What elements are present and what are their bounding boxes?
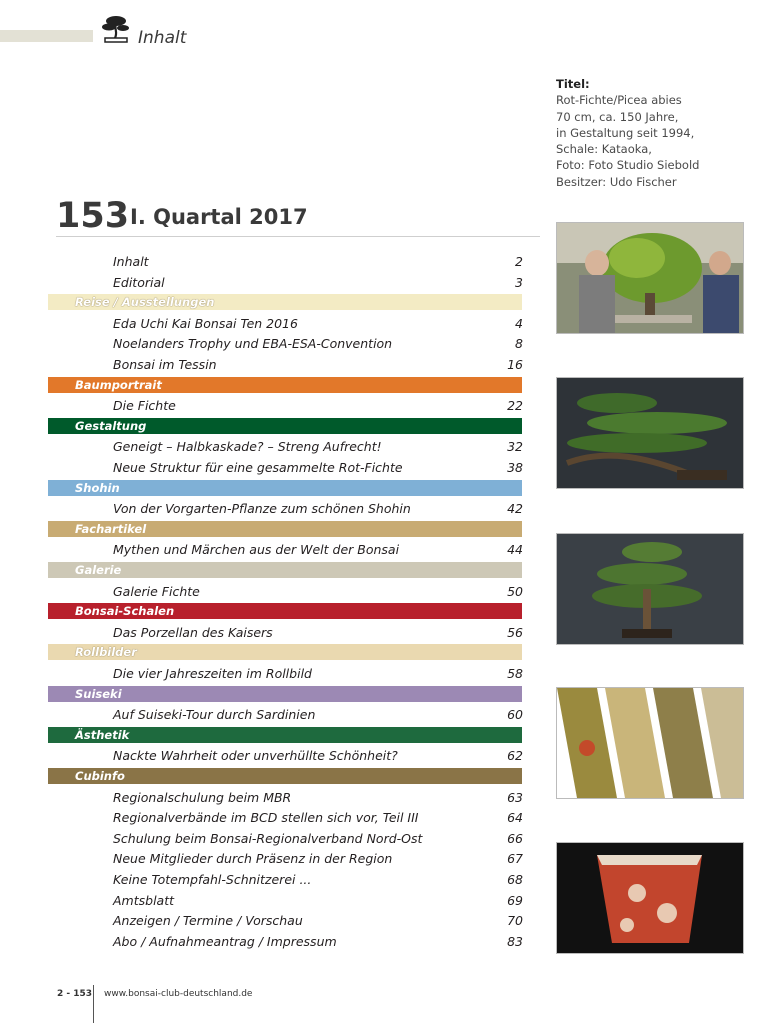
toc-entry-title: Inhalt <box>113 254 149 269</box>
toc-entry[interactable] <box>0 314 540 334</box>
toc-entry[interactable] <box>0 334 540 354</box>
section-bar <box>48 686 522 702</box>
cover-line: Schale: Kataoka, <box>556 142 652 157</box>
photo-spruce-1 <box>556 377 744 489</box>
header-accent-bar <box>0 30 93 42</box>
toc-entry-title: Abo / Aufnahmeantrag / Impressum <box>113 934 337 949</box>
toc-entry-page: 42 <box>507 501 523 516</box>
photo-spruce-2 <box>556 533 744 645</box>
toc-entry[interactable] <box>0 396 540 416</box>
toc-entry-title: Auf Suiseki-Tour durch Sardinien <box>113 707 316 722</box>
section-bar <box>48 480 522 496</box>
bonsai-tree-icon <box>99 12 133 46</box>
toc-entry-title: Mythen und Märchen aus der Welt der Bonsai <box>113 542 400 557</box>
toc-entry[interactable] <box>0 746 540 766</box>
toc-entry[interactable] <box>0 891 540 911</box>
toc-entry[interactable] <box>0 458 540 478</box>
section-title: Ästhetik <box>75 728 130 742</box>
section-title: Baumportrait <box>75 378 162 392</box>
toc-entry-page: 4 <box>515 316 523 331</box>
section-bar <box>48 377 522 393</box>
toc-entry-title: Galerie Fichte <box>113 584 200 599</box>
toc-entry-title: Das Porzellan des Kaisers <box>113 625 273 640</box>
section-bar <box>48 418 522 434</box>
toc-entry[interactable] <box>0 252 540 272</box>
issue-quarter: I. Quartal 2017 <box>130 205 308 229</box>
toc-entry-page: 8 <box>515 336 523 351</box>
section-title: Cubinfo <box>75 769 125 783</box>
toc-entry[interactable] <box>0 808 540 828</box>
cover-label: Titel: <box>556 77 590 91</box>
toc-entry-title: Anzeigen / Termine / Vorschau <box>113 913 303 928</box>
toc-entry-title: Keine Totempfahl-Schnitzerei ... <box>113 872 312 887</box>
toc-entry-page: 69 <box>507 893 523 908</box>
toc-entry[interactable] <box>0 932 540 952</box>
section-title: Suiseki <box>75 687 122 701</box>
toc-entry-title: Geneigt – Halbkaskade? – Streng Aufrecht! <box>113 439 382 454</box>
toc-entry-title: Editorial <box>113 275 165 290</box>
toc-entry-page: 44 <box>507 542 523 557</box>
footer-divider <box>93 985 94 1023</box>
cover-line: in Gestaltung seit 1994, <box>556 125 695 140</box>
toc-entry-title: Von der Vorgarten-Pflanze zum schönen Shohin <box>113 501 411 516</box>
toc-entry[interactable] <box>0 540 540 560</box>
toc-entry[interactable] <box>0 355 540 375</box>
section-title: Galerie <box>75 563 122 577</box>
toc-entry[interactable] <box>0 437 540 457</box>
toc-entry-page: 60 <box>507 707 523 722</box>
toc-entry-page: 64 <box>507 810 523 825</box>
cover-line: Foto: Foto Studio Siebold <box>556 158 700 173</box>
toc-entry-page: 70 <box>507 913 523 928</box>
toc-entry[interactable] <box>0 623 540 643</box>
toc-entry-page: 67 <box>507 851 523 866</box>
toc-entry-page: 56 <box>507 625 523 640</box>
photo-scrolls <box>556 687 744 799</box>
section-title: Gestaltung <box>75 419 147 433</box>
toc-entry[interactable] <box>0 829 540 849</box>
toc-entry[interactable] <box>0 870 540 890</box>
toc-entry[interactable] <box>0 499 540 519</box>
section-bar <box>48 768 522 784</box>
toc-entry-page: 22 <box>507 398 523 413</box>
cover-line: 70 cm, ca. 150 Jahre, <box>556 109 679 124</box>
toc-entry-title: Schulung beim Bonsai-Regionalverband Nord-Ost <box>113 831 423 846</box>
toc-entry-title: Regionalschulung beim MBR <box>113 790 292 805</box>
toc-entry-title: Noelanders Trophy und EBA-ESA-Convention <box>113 336 393 351</box>
cover-line: Rot-Fichte/Picea abies <box>556 93 682 108</box>
toc-entry-title: Die Fichte <box>113 398 176 413</box>
toc-entry-page: 50 <box>507 584 523 599</box>
toc-entry[interactable] <box>0 911 540 931</box>
toc-entry-title: Neue Struktur für eine gesammelte Rot-Fichte <box>113 460 403 475</box>
toc-entry-title: Eda Uchi Kai Bonsai Ten 2016 <box>113 316 298 331</box>
section-bar <box>48 521 522 537</box>
section-bar <box>48 294 522 310</box>
toc-entry-title: Neue Mitglieder durch Präsenz in der Region <box>113 851 393 866</box>
cover-line: Besitzer: Udo Fischer <box>556 174 677 189</box>
toc-entry[interactable] <box>0 788 540 808</box>
toc-entry-page: 58 <box>507 666 523 681</box>
toc-entry-page: 3 <box>515 275 523 290</box>
toc-entry-page: 2 <box>515 254 523 269</box>
toc-entry-title: Amtsblatt <box>113 893 175 908</box>
page-title: Inhalt <box>138 28 187 48</box>
toc-entry-page: 16 <box>507 357 523 372</box>
toc-entry-title: Regionalverbände im BCD stellen sich vor, Teil III <box>113 810 419 825</box>
toc-entry-title: Bonsai im Tessin <box>113 357 217 372</box>
section-bar <box>48 562 522 578</box>
section-title: Bonsai-Schalen <box>75 604 175 618</box>
toc-entry-page: 32 <box>507 439 523 454</box>
photo-porcelain-pot <box>556 842 744 954</box>
toc-entry[interactable] <box>0 705 540 725</box>
toc-entry-page: 63 <box>507 790 523 805</box>
toc-entry-page: 62 <box>507 748 523 763</box>
section-bar <box>48 644 522 660</box>
toc-entry-page: 38 <box>507 460 523 475</box>
toc-entry[interactable] <box>0 849 540 869</box>
footer-page-number: 2 - 153 <box>57 989 93 999</box>
issue-heading <box>56 196 540 237</box>
toc-entry-page: 68 <box>507 872 523 887</box>
toc-entry[interactable] <box>0 582 540 602</box>
toc-entry-page: 66 <box>507 831 523 846</box>
toc-entry-title: Die vier Jahreszeiten im Rollbild <box>113 666 312 681</box>
section-title: Rollbilder <box>75 645 137 659</box>
section-title: Fachartikel <box>75 522 147 536</box>
issue-number: 153 <box>56 196 130 236</box>
section-bar <box>48 727 522 743</box>
section-bar <box>48 603 522 619</box>
toc-entry-page: 83 <box>507 934 523 949</box>
toc-entry[interactable] <box>0 273 540 293</box>
toc-entry[interactable] <box>0 664 540 684</box>
footer-url: www.bonsai-club-deutschland.de <box>104 989 253 999</box>
cover-caption <box>556 76 699 190</box>
toc-entry-title: Nackte Wahrheit oder unverhüllte Schönheit? <box>113 748 398 763</box>
section-title: Shohin <box>75 481 120 495</box>
section-title: Reise / Ausstellungen <box>75 295 215 309</box>
photo-exhibition <box>556 222 744 334</box>
